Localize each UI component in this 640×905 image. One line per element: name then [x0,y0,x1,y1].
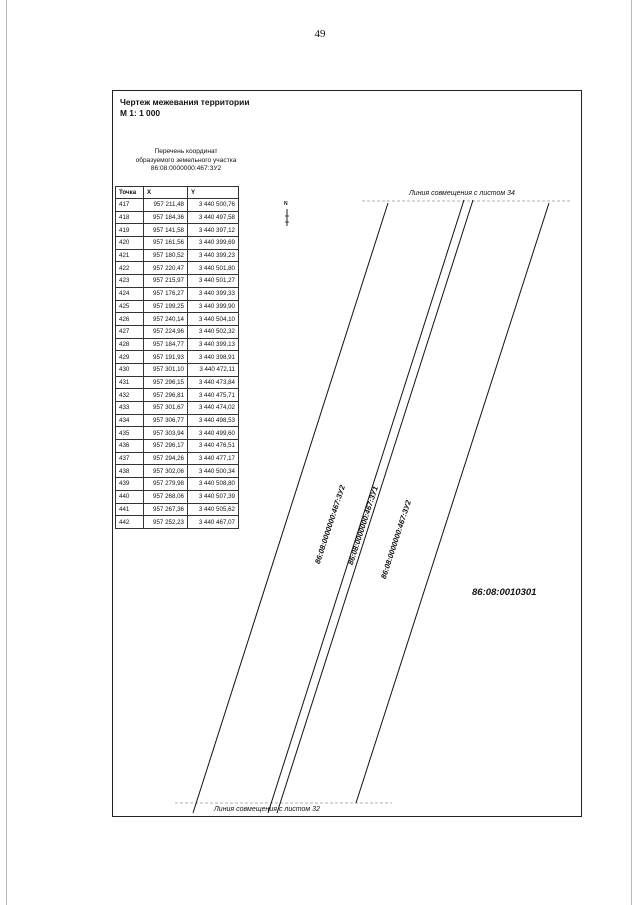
boundary-line-4 [356,203,549,803]
cell-point: 428 [116,338,144,351]
cell-point: 425 [116,300,144,313]
page-number: 49 [314,28,326,40]
cell-point: 439 [116,478,144,491]
cell-x: 957 303,94 [144,427,188,440]
cell-x: 957 224,96 [144,325,188,338]
caption-line-3: 86:08:0000000:467:ЗУ2 [150,165,222,173]
caption-line-2: образуемого земельного участка [135,156,237,164]
cell-y: 3 440 467,07 [188,516,239,529]
cell-x: 957 215,97 [144,275,188,288]
cell-y: 3 440 399,69 [188,237,239,250]
top-sheet-line-label: Линия совмещения с листом 34 [409,190,515,197]
cell-point: 440 [116,490,144,503]
north-arrow-icon [285,209,289,226]
cell-y: 3 440 399,13 [188,338,239,351]
cell-x: 957 220,47 [144,262,188,275]
bottom-sheet-line-label: Линия совмещения с листом 32 [214,806,320,813]
cell-y: 3 440 502,32 [188,325,239,338]
cell-y: 3 440 500,34 [188,465,239,478]
caption-line-1: Перечень координат [154,148,218,155]
cell-point: 431 [116,376,144,389]
header-y: Y [188,187,239,199]
cell-x: 957 184,36 [144,211,188,224]
cell-y: 3 440 497,58 [188,211,239,224]
cell-x: 957 240,14 [144,313,188,326]
cell-x: 957 301,67 [144,402,188,415]
header-point: Точка [116,187,144,199]
cell-x: 957 180,52 [144,249,188,262]
cell-point: 430 [116,363,144,376]
cell-point: 429 [116,351,144,364]
cell-point: 421 [116,249,144,262]
cell-x: 957 296,15 [144,376,188,389]
cell-x: 957 211,48 [144,199,188,212]
cell-point: 420 [116,237,144,250]
cell-point: 418 [116,211,144,224]
cell-y: 3 440 501,80 [188,262,239,275]
cell-point: 427 [116,325,144,338]
cell-point: 424 [116,287,144,300]
cell-point: 437 [116,452,144,465]
cell-x: 957 176,27 [144,287,188,300]
cell-point: 422 [116,262,144,275]
cell-x: 957 191,93 [144,351,188,364]
cell-y: 3 440 501,27 [188,275,239,288]
cell-point: 432 [116,389,144,402]
cell-point: 441 [116,503,144,516]
title-line-1: Чертеж межевания территории [120,97,250,107]
cell-y: 3 440 499,60 [188,427,239,440]
cadastral-block-label: 86:08:0010301 [472,587,537,598]
cell-point: 433 [116,402,144,415]
cell-point: 419 [116,224,144,237]
cell-y: 3 440 397,12 [188,224,239,237]
cell-y: 3 440 507,39 [188,490,239,503]
cell-y: 3 440 399,90 [188,300,239,313]
cell-x: 957 267,36 [144,503,188,516]
cell-y: 3 440 398,91 [188,351,239,364]
north-arrow-letter: N [284,201,288,207]
parcel-label-zu2-right: 86:08:0000000:467:ЗУ2 [379,499,413,580]
boundary-line-1 [193,203,388,813]
cell-y: 3 440 500,76 [188,199,239,212]
cell-x: 957 141,58 [144,224,188,237]
cell-x: 957 296,17 [144,440,188,453]
cell-point: 435 [116,427,144,440]
cell-y: 3 440 505,62 [188,503,239,516]
parcel-label-zu2-left: 86:08:0000000:467:ЗУ2 [313,484,347,565]
cell-y: 3 440 477,17 [188,452,239,465]
cell-point: 442 [116,516,144,529]
cell-y: 3 440 475,71 [188,389,239,402]
cell-x: 957 294,26 [144,452,188,465]
cell-y: 3 440 498,53 [188,414,239,427]
cell-point: 417 [116,199,144,212]
cell-x: 957 306,77 [144,414,188,427]
cell-y: 3 440 504,10 [188,313,239,326]
cell-point: 436 [116,440,144,453]
header-x: X [144,187,188,199]
cell-y: 3 440 476,51 [188,440,239,453]
cell-x: 957 268,06 [144,490,188,503]
cell-x: 957 252,23 [144,516,188,529]
boundary-line-3 [277,200,473,813]
cell-x: 957 161,56 [144,237,188,250]
cell-point: 423 [116,275,144,288]
cell-x: 957 296,81 [144,389,188,402]
cell-y: 3 440 399,23 [188,249,239,262]
title-line-2: М 1: 1 000 [120,108,161,118]
cell-x: 957 301,10 [144,363,188,376]
cell-point: 438 [116,465,144,478]
cell-y: 3 440 473,84 [188,376,239,389]
cell-y: 3 440 472,11 [188,363,239,376]
cell-x: 957 184,77 [144,338,188,351]
cell-x: 957 302,06 [144,465,188,478]
cell-point: 426 [116,313,144,326]
cell-y: 3 440 474,02 [188,402,239,415]
cell-x: 957 279,98 [144,478,188,491]
cell-x: 957 199,25 [144,300,188,313]
cell-point: 434 [116,414,144,427]
cell-y: 3 440 399,33 [188,287,239,300]
cell-y: 3 440 508,80 [188,478,239,491]
parcel-label-zu1: 86:08:0000000:467:ЗУ1 [346,485,380,566]
